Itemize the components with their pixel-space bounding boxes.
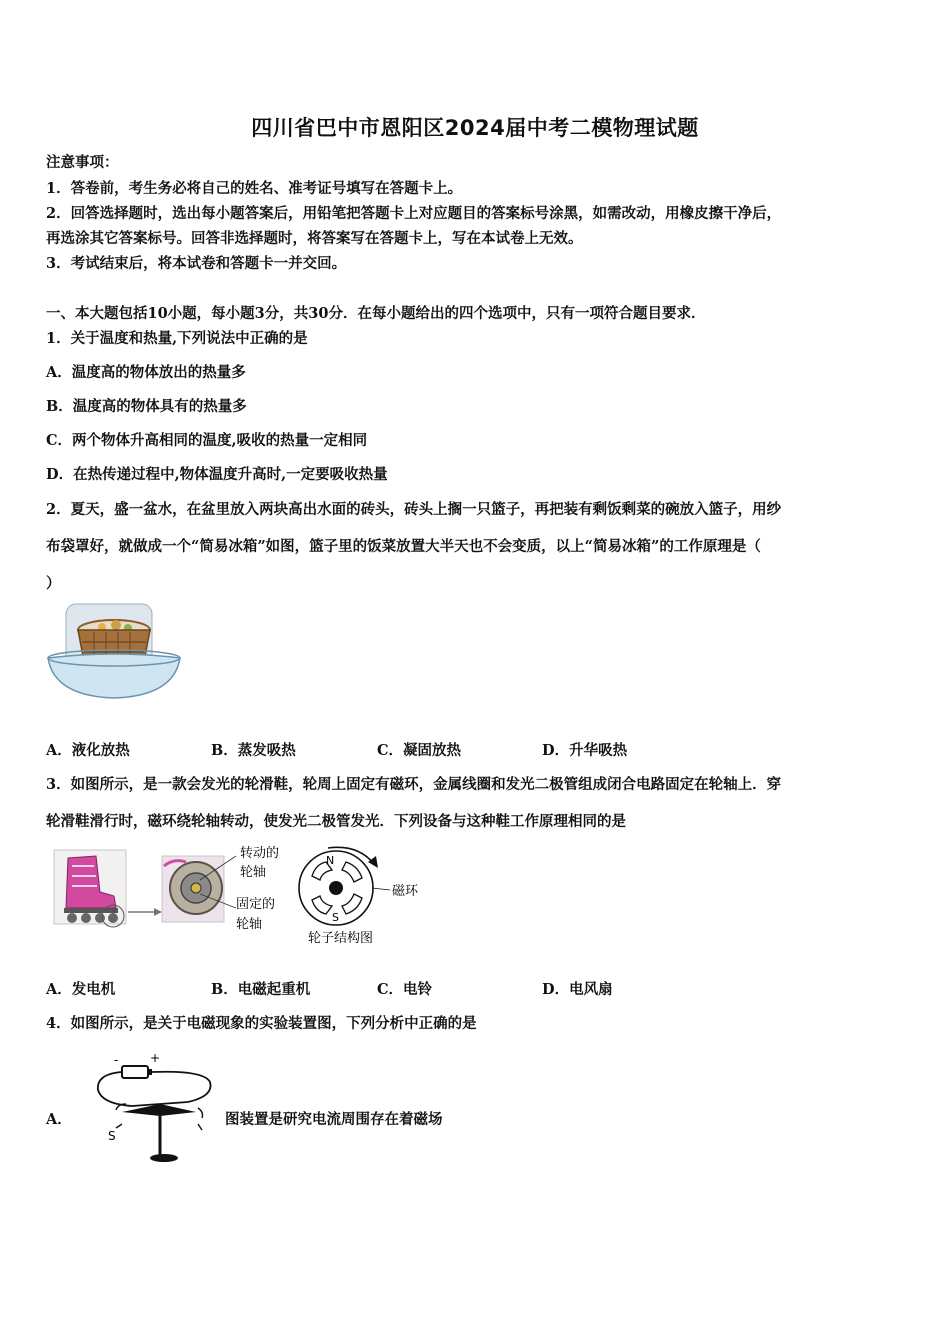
label-wheel-structure: 轮子结构图 <box>308 931 374 946</box>
q2-option-a: A．液化放热 <box>46 742 130 759</box>
q3-option-c: C．电铃 <box>377 981 433 998</box>
q1-option-a: A．温度高的物体放出的热量多 <box>46 364 246 381</box>
label-rotating-axle-2: 轮轴 <box>240 865 267 880</box>
label-plus: + <box>150 1051 161 1065</box>
q4-option-a-text: 图装置是研究电流周围存在着磁场 <box>225 1111 443 1128</box>
page-title: 四川省巴中市恩阳区2024届中考二模物理试题 <box>251 116 699 140</box>
q1-option-b: B．温度高的物体具有的热量多 <box>46 398 247 415</box>
q2-option-b: B．蒸发吸热 <box>211 742 296 759</box>
q3-option-d: D．电风扇 <box>542 981 613 998</box>
q3-option-a: A．发电机 <box>46 981 116 998</box>
q2-stem-line-2: 布袋罩好，就做成一个“简易冰箱”如图，篮子里的饭菜放置大半天也不会变质，以上“简易冰箱”的工作原理是（ <box>46 538 761 555</box>
q2-figure-simple-fridge <box>44 600 184 705</box>
q2-stem-line-1: 2．夏天，盛一盆水，在盆里放入两块高出水面的砖头，砖头上搁一只篮子，再把装有剩饭剩菜的碗放入篮子，用纱 <box>46 501 782 518</box>
notice-item-3: 3．考试结束后，将本试卷和答题卡一并交回。 <box>46 255 347 272</box>
notice-item-2-cont: 再选涂其它答案标号。回答非选择题时，将答案写在答题卡上，写在本试卷上无效。 <box>46 230 583 247</box>
q4-option-a-label: A． <box>46 1111 72 1128</box>
q2-stem-line-3: ） <box>46 575 61 592</box>
q4-stem: 4．如图所示，是关于电磁现象的实验装置图，下列分析中正确的是 <box>46 1015 477 1032</box>
label-n-pole: N <box>326 854 335 867</box>
q3-stem-line-2: 轮滑鞋滑行时，磁环绕轮轴转动，使发光二极管发光．下列设备与这种鞋工作原理相同的是 <box>46 813 626 830</box>
notice-item-2: 2．回答选择题时，选出每小题答案后，用铅笔把答题卡上对应题目的答案标号涂黑，如需改动，用橡皮擦干净后， <box>46 205 782 222</box>
q3-option-b: B．电磁起重机 <box>211 981 311 998</box>
q4-figure-oersted <box>92 1048 220 1168</box>
label-fixed-axle-2: 轮轴 <box>236 917 263 932</box>
label-magnet-ring: 磁环 <box>392 884 419 899</box>
q3-figure-roller-skate <box>50 838 440 950</box>
label-minus: - <box>114 1053 119 1067</box>
q2-option-d: D．升华吸热 <box>542 742 628 759</box>
label-s: S <box>108 1129 116 1143</box>
q1-stem: 1．关于温度和热量,下列说法中正确的是 <box>46 330 308 347</box>
section-heading: 一、本大题包括10小题，每小题3分，共30分．在每小题给出的四个选项中，只有一项符合题目要求． <box>46 305 706 322</box>
notice-heading: 注意事项： <box>46 154 119 171</box>
label-rotating-axle-1: 转动的 <box>240 846 280 861</box>
label-s-pole: S <box>332 911 339 924</box>
q1-option-d: D．在热传递过程中,物体温度升高时,一定要吸收热量 <box>46 466 388 483</box>
q1-option-c: C．两个物体升高相同的温度,吸收的热量一定相同 <box>46 432 368 449</box>
notice-item-1: 1．答卷前，考生务必将自己的姓名、准考证号填写在答题卡上。 <box>46 180 463 197</box>
label-fixed-axle-1: 固定的 <box>236 897 276 912</box>
q2-option-c: C．凝固放热 <box>377 742 462 759</box>
q3-stem-line-1: 3．如图所示，是一款会发光的轮滑鞋，轮周上固定有磁环，金属线圈和发光二极管组成闭合电路固定在轮轴上．穿 <box>46 776 782 793</box>
